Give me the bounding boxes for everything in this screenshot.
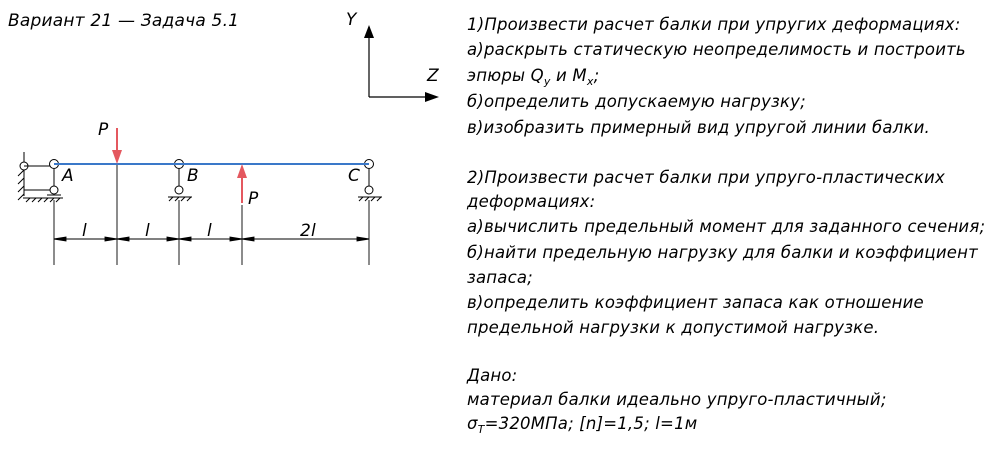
support-label-a: A: [62, 166, 74, 186]
load-up-arrow-icon: [237, 164, 247, 178]
support-c: [358, 160, 382, 202]
dimension-label: l: [82, 221, 87, 241]
coordinate-axes: [364, 25, 439, 102]
load-label-top: P: [98, 120, 109, 140]
dimension-label: l: [145, 221, 150, 241]
y-axis-arrow-icon: [364, 25, 374, 38]
y-axis-label: Y: [346, 10, 357, 30]
task2-heading-line1: 2)Произвести расчет балки при упруго-пластических: [467, 168, 945, 187]
task1-item-c: в)изобразить примерный вид упругой линии балки.: [467, 118, 930, 137]
given-material: материал балки идеально упруго-пластичный;: [467, 390, 887, 409]
support-label-c: C: [348, 166, 361, 186]
task2-item-b-line1: б)найти предельную нагрузку для балки и коэффициент: [467, 243, 978, 262]
load-down-arrow-icon: [112, 150, 122, 164]
variant-title: Вариант 21 — Задача 5.1: [8, 11, 240, 31]
load-down: [112, 128, 122, 164]
support-label-b: B: [187, 166, 199, 186]
task2-item-b-line2: запаса;: [467, 268, 533, 287]
dimension-label: 2l: [300, 221, 316, 241]
z-axis-label: Z: [427, 66, 439, 86]
task2-item-c-line1: в)определить коэффициент запаса как отношение: [467, 293, 924, 312]
task2-item-c-line2: предельной нагрузки к допустимой нагрузке.: [467, 318, 880, 337]
task1-item-a-line1: а)раскрыть статическую неопределимость и построить: [467, 40, 966, 59]
load-up: [237, 164, 247, 203]
dimension-label: l: [207, 221, 212, 241]
task1-item-b: б)определить допускаемую нагрузку;: [467, 92, 806, 111]
task1-heading: 1)Произвести расчет балки при упругих деформациях:: [467, 15, 961, 34]
task2-heading-line2: деформациях:: [467, 192, 596, 211]
dimension-extension-lines: [54, 165, 369, 265]
given-parameters: $\sigma_T=320МПа$; [n]=1,5; l=1м: [467, 414, 698, 436]
load-label-bottom: P: [248, 189, 259, 209]
given-label: Дано:: [467, 366, 518, 385]
task2-item-a: а)вычислить предельный момент для заданного сечения;: [467, 217, 986, 236]
task1-item-a-line2: эпюры $Q_y$ и $M_x$;: [467, 66, 600, 88]
z-axis-arrow-icon: [425, 92, 439, 102]
